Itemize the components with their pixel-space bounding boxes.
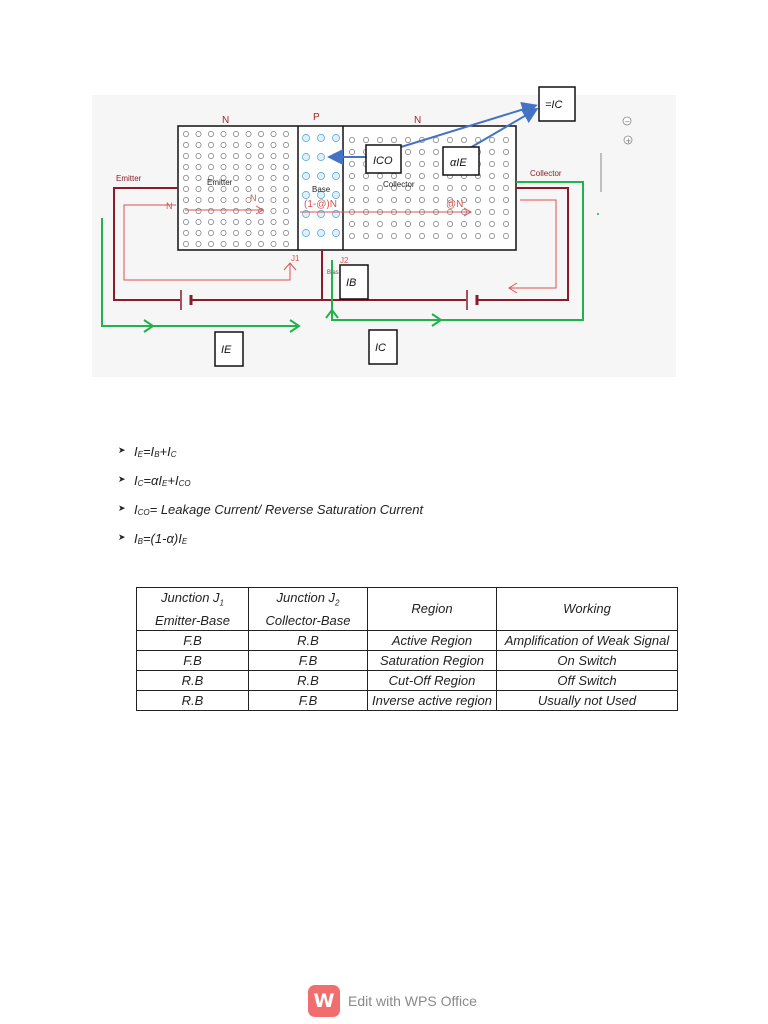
carrier-dot — [433, 197, 438, 202]
carrier-dot — [503, 209, 508, 214]
carrier-dot — [233, 241, 238, 246]
carrier-dot — [221, 142, 226, 147]
carrier-dot — [419, 233, 424, 238]
carrier-dot — [221, 186, 226, 191]
header-junction-2: Junction $J_2$ Collector-Base — [249, 588, 368, 631]
carrier-dot — [332, 229, 339, 236]
carrier-dot — [233, 142, 238, 147]
bullet-arrow-icon: ➤ — [118, 445, 126, 455]
cell-j1: F.B — [137, 630, 249, 650]
carrier-dot — [405, 173, 410, 178]
carrier-dot — [233, 197, 238, 202]
carrier-dot — [363, 197, 368, 202]
carrier-dot — [246, 186, 251, 191]
base-region-label: Base — [312, 185, 331, 194]
cell-working: Amplification of Weak Signal — [497, 630, 678, 650]
bias-small-label: Bias — [327, 270, 339, 276]
carrier-dot — [377, 197, 382, 202]
carrier-dot — [349, 221, 354, 226]
carrier-dot — [196, 153, 201, 158]
carrier-dot — [283, 197, 288, 202]
carrier-dot — [258, 197, 263, 202]
carrier-dot — [271, 241, 276, 246]
carrier-dot — [433, 173, 438, 178]
carrier-dot — [433, 221, 438, 226]
carrier-dot — [183, 197, 188, 202]
carrier-dot — [208, 186, 213, 191]
carrier-dot — [208, 197, 213, 202]
carrier-dot — [503, 137, 508, 142]
carrier-dot — [221, 230, 226, 235]
carrier-dot — [271, 208, 276, 213]
alpha-ie-box-label: αIE — [450, 157, 467, 169]
carrier-dot — [461, 185, 466, 190]
carrier-dot — [349, 137, 354, 142]
carrier-dot — [302, 153, 309, 160]
operating-modes-table — [136, 587, 678, 711]
ie-box-label: IE — [221, 344, 232, 356]
carrier-dot — [461, 233, 466, 238]
equation-item — [118, 469, 638, 498]
carrier-dot — [271, 175, 276, 180]
carrier-dot — [503, 197, 508, 202]
bullet-arrow-icon: ➤ — [118, 503, 126, 513]
carrier-dot — [433, 185, 438, 190]
eq-sub: B — [154, 450, 160, 459]
carrier-dot — [233, 153, 238, 158]
carrier-dot — [258, 164, 263, 169]
cell-j2: F.B — [249, 650, 368, 670]
cell-region: Active Region — [368, 630, 497, 650]
eq-sub: C — [170, 450, 177, 459]
n-emitter-label: N — [250, 193, 257, 203]
carrier-dot — [489, 197, 494, 202]
carrier-dot — [183, 208, 188, 213]
carrier-dot — [183, 142, 188, 147]
table-row — [137, 630, 678, 650]
carrier-dot — [183, 186, 188, 191]
carrier-dot — [475, 233, 480, 238]
cell-working: On Switch — [497, 650, 678, 670]
carrier-dot — [258, 219, 263, 224]
carrier-dot — [233, 186, 238, 191]
carrier-dot — [405, 149, 410, 154]
carrier-dot — [363, 221, 368, 226]
carrier-dot — [208, 131, 213, 136]
emitter-terminal-label: Emitter — [116, 174, 142, 183]
carrier-dot — [489, 221, 494, 226]
carrier-dot — [258, 186, 263, 191]
carrier-dot — [208, 153, 213, 158]
carrier-dot — [475, 185, 480, 190]
carrier-dot — [317, 229, 324, 236]
carrier-dot — [258, 142, 263, 147]
eq-text: =αI — [143, 473, 163, 488]
equation-item — [118, 498, 638, 527]
carrier-dot — [271, 164, 276, 169]
carrier-dot — [349, 161, 354, 166]
bullet-arrow-icon: ➤ — [118, 474, 126, 484]
legend-dot — [597, 213, 599, 215]
carrier-dot — [503, 149, 508, 154]
carrier-dot — [377, 233, 382, 238]
carrier-dot — [233, 219, 238, 224]
carrier-dot — [183, 241, 188, 246]
carrier-dot — [363, 173, 368, 178]
carrier-dot — [208, 142, 213, 147]
eq-sub: CO — [178, 479, 191, 488]
carrier-dot — [317, 172, 324, 179]
carrier-dot — [332, 191, 339, 198]
carrier-dot — [221, 131, 226, 136]
carrier-dot — [332, 134, 339, 141]
carrier-dot — [503, 233, 508, 238]
collector-terminal-label: Collector — [530, 169, 562, 178]
carrier-dot — [183, 175, 188, 180]
carrier-dot — [258, 241, 263, 246]
carrier-dot — [233, 131, 238, 136]
eq-sub: C — [137, 479, 144, 488]
carrier-dot — [419, 221, 424, 226]
carrier-dot — [391, 233, 396, 238]
cell-j1: R.B — [137, 670, 249, 690]
carrier-dot — [196, 142, 201, 147]
carrier-dot — [246, 241, 251, 246]
carrier-dot — [208, 241, 213, 246]
carrier-dot — [221, 241, 226, 246]
n-left-label: N — [166, 201, 173, 211]
carrier-dot — [196, 197, 201, 202]
carrier-dot — [271, 219, 276, 224]
carrier-dot — [489, 233, 494, 238]
carrier-dot — [405, 233, 410, 238]
cell-region: Inverse active region — [368, 690, 497, 710]
carrier-dot — [489, 185, 494, 190]
eq-text: I — [134, 502, 138, 517]
carrier-dot — [258, 230, 263, 235]
region-label-p: P — [313, 112, 320, 123]
carrier-dot — [196, 241, 201, 246]
carrier-dot — [377, 185, 382, 190]
legend-plus-label: + — [625, 137, 632, 145]
carrier-dot — [317, 134, 324, 141]
eq-sub: E — [162, 479, 168, 488]
eq-text: =I — [142, 444, 155, 459]
table-row — [137, 650, 678, 670]
carrier-dot — [302, 191, 309, 198]
cell-j1: R.B — [137, 690, 249, 710]
carrier-dot — [433, 149, 438, 154]
carrier-dot — [489, 149, 494, 154]
carrier-dot — [246, 164, 251, 169]
carrier-dot — [447, 233, 452, 238]
carrier-dot — [349, 233, 354, 238]
carrier-dot — [461, 221, 466, 226]
carrier-dot — [196, 175, 201, 180]
carrier-dot — [317, 210, 324, 217]
carrier-dot — [433, 233, 438, 238]
eq-text: =(1-α)I — [142, 531, 182, 546]
carrier-dot — [419, 185, 424, 190]
carrier-dot — [283, 186, 288, 191]
eq-text: = Leakage Current/ Reverse Saturation Current — [149, 502, 424, 517]
cell-region: Saturation Region — [368, 650, 497, 670]
carrier-dot — [391, 137, 396, 142]
carrier-dot — [419, 197, 424, 202]
carrier-dot — [447, 185, 452, 190]
carrier-dot — [447, 221, 452, 226]
carrier-dot — [196, 164, 201, 169]
carrier-dot — [283, 153, 288, 158]
wps-edit-label[interactable]: Edit with WPS Office — [348, 993, 477, 1009]
table-row — [137, 670, 678, 690]
carrier-dot — [283, 175, 288, 180]
carrier-dot — [475, 221, 480, 226]
carrier-dot — [258, 153, 263, 158]
carrier-dot — [221, 197, 226, 202]
eq-text: I — [134, 531, 138, 546]
carrier-dot — [419, 173, 424, 178]
carrier-dot — [489, 173, 494, 178]
carrier-dot — [196, 208, 201, 213]
carrier-dot — [377, 221, 382, 226]
carrier-dot — [208, 219, 213, 224]
carrier-dot — [233, 175, 238, 180]
cell-j1: F.B — [137, 650, 249, 670]
carrier-dot — [246, 142, 251, 147]
eq-sub: E — [137, 450, 143, 459]
carrier-dot — [475, 209, 480, 214]
carrier-dot — [271, 197, 276, 202]
junction-2-label: J2 — [340, 256, 349, 265]
equation-item — [118, 527, 638, 556]
carrier-dot — [317, 153, 324, 160]
carrier-dot — [246, 230, 251, 235]
carrier-dot — [503, 221, 508, 226]
carrier-dot — [349, 149, 354, 154]
carrier-dot — [391, 221, 396, 226]
carrier-dot — [221, 219, 226, 224]
carrier-dot — [221, 153, 226, 158]
carrier-dot — [208, 164, 213, 169]
header-working: Working — [497, 588, 678, 631]
carrier-dot — [183, 164, 188, 169]
junction-1-label: J1 — [291, 254, 300, 263]
eq-sub: E — [181, 537, 188, 546]
carrier-dot — [283, 241, 288, 246]
carrier-dot — [349, 197, 354, 202]
carrier-dot — [196, 186, 201, 191]
carrier-dot — [489, 209, 494, 214]
carrier-dot — [283, 164, 288, 169]
carrier-dot — [246, 153, 251, 158]
carrier-dot — [433, 161, 438, 166]
carrier-dot — [271, 153, 276, 158]
equation-list — [118, 440, 638, 556]
eq-sub: CO — [137, 508, 150, 517]
carrier-dot — [419, 149, 424, 154]
carrier-dot — [503, 185, 508, 190]
carrier-dot — [233, 164, 238, 169]
carrier-dot — [233, 230, 238, 235]
carrier-dot — [363, 137, 368, 142]
carrier-dot — [271, 230, 276, 235]
carrier-dot — [302, 210, 309, 217]
carrier-dot — [196, 219, 201, 224]
carrier-dot — [246, 208, 251, 213]
header-junction-1: Junction $J_1$ Emitter-Base — [137, 588, 249, 631]
carrier-dot — [489, 137, 494, 142]
carrier-dot — [183, 219, 188, 224]
bullet-arrow-icon: ➤ — [118, 532, 126, 542]
ico-box-label: ICO — [373, 155, 393, 167]
cell-j2: R.B — [249, 670, 368, 690]
carrier-dot — [233, 208, 238, 213]
carrier-dot — [283, 219, 288, 224]
carrier-dot — [302, 229, 309, 236]
carrier-dot — [258, 175, 263, 180]
carrier-dot — [503, 173, 508, 178]
cell-working: Off Switch — [497, 670, 678, 690]
carrier-dot — [246, 175, 251, 180]
cell-region: Cut-Off Region — [368, 670, 497, 690]
bjt-diagram — [0, 0, 768, 400]
table-header-row — [137, 588, 678, 631]
region-label-n-right: N — [414, 115, 422, 126]
carrier-dot — [363, 233, 368, 238]
carrier-dot — [363, 185, 368, 190]
carrier-dot — [283, 208, 288, 213]
eq-text: +I — [159, 444, 171, 459]
eq-text: I — [134, 473, 138, 488]
carrier-dot — [349, 185, 354, 190]
carrier-dot — [419, 161, 424, 166]
carrier-dot — [461, 137, 466, 142]
carrier-dot — [349, 173, 354, 178]
carrier-dot — [405, 197, 410, 202]
carrier-dot — [208, 230, 213, 235]
collector-region-label: Collector — [383, 180, 415, 189]
wps-logo-icon: W — [308, 985, 340, 1017]
carrier-dot — [391, 173, 396, 178]
carrier-dot — [377, 173, 382, 178]
carrier-dot — [405, 221, 410, 226]
carrier-dot — [258, 131, 263, 136]
carrier-dot — [283, 131, 288, 136]
carrier-dot — [283, 142, 288, 147]
carrier-dot — [246, 219, 251, 224]
header-region: Region — [368, 588, 497, 631]
region-label-n-left: N — [222, 115, 230, 126]
ib-box-label: IB — [346, 277, 357, 289]
carrier-dot — [271, 131, 276, 136]
carrier-dot — [196, 131, 201, 136]
base-fraction-label: (1-@)N — [304, 199, 337, 210]
carrier-dot — [377, 137, 382, 142]
eq-text: I — [134, 444, 138, 459]
carrier-dot — [503, 161, 508, 166]
carrier-dot — [332, 172, 339, 179]
carrier-dot — [196, 230, 201, 235]
carrier-dot — [475, 197, 480, 202]
carrier-dot — [271, 186, 276, 191]
carrier-dot — [221, 164, 226, 169]
ic-box-label: IC — [375, 342, 386, 354]
carrier-dot — [183, 230, 188, 235]
carrier-dot — [283, 230, 288, 235]
carrier-dot — [271, 142, 276, 147]
carrier-dot — [405, 161, 410, 166]
cell-j2: R.B — [249, 630, 368, 650]
table-row — [137, 690, 678, 710]
eq-text: +I — [167, 473, 179, 488]
carrier-dot — [221, 208, 226, 213]
carrier-dot — [447, 137, 452, 142]
collector-fraction-label: @N — [446, 199, 464, 210]
carrier-dot — [208, 208, 213, 213]
equation-item — [118, 440, 638, 469]
carrier-dot — [489, 161, 494, 166]
carrier-dot — [332, 210, 339, 217]
carrier-dot — [246, 131, 251, 136]
carrier-dot — [405, 137, 410, 142]
carrier-dot — [302, 172, 309, 179]
eq-sub: B — [137, 537, 143, 546]
emitter-region-label: Emitter — [207, 178, 233, 187]
carrier-dot — [391, 197, 396, 202]
carrier-dot — [183, 131, 188, 136]
cell-working: Usually not Used — [497, 690, 678, 710]
legend-minus-label: − — [624, 118, 631, 126]
carrier-dot — [302, 134, 309, 141]
eq-ic-box-label: =IC — [545, 99, 563, 111]
carrier-dot — [183, 153, 188, 158]
carrier-dot — [433, 137, 438, 142]
cell-j2: F.B — [249, 690, 368, 710]
